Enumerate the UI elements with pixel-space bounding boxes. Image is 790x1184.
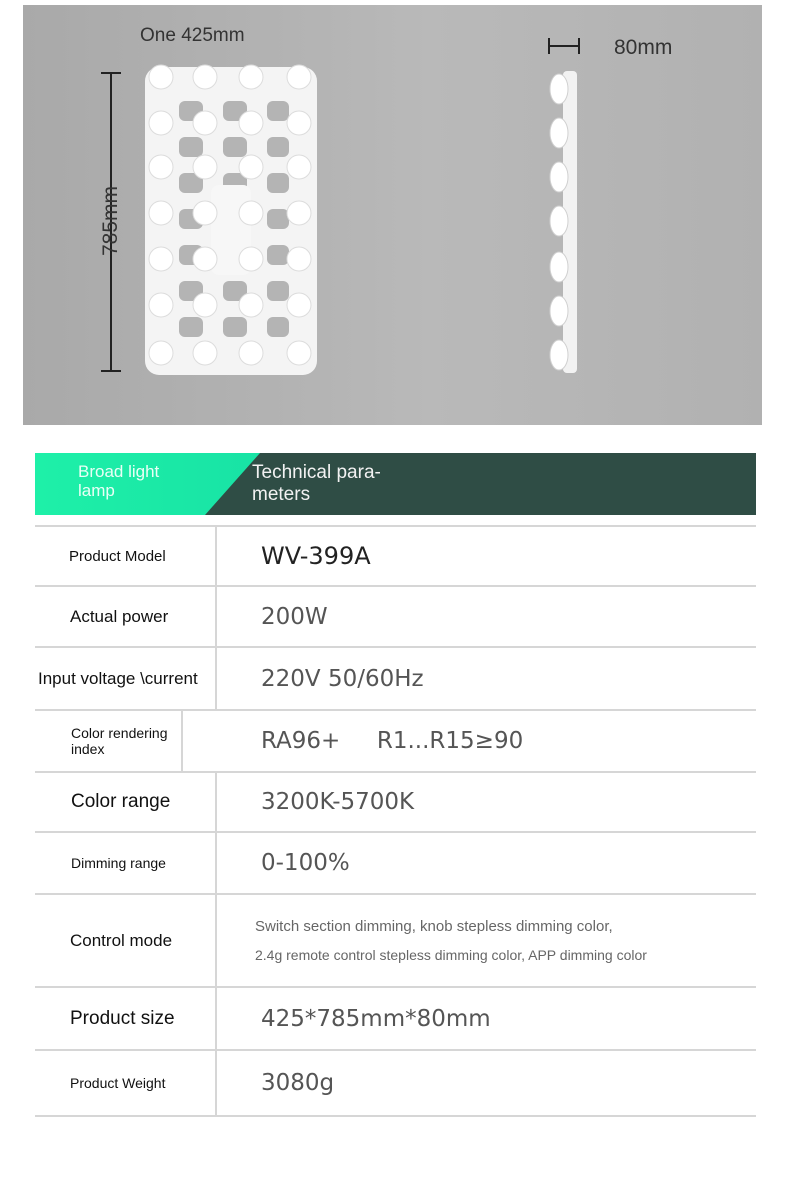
spec-label: Product Weight <box>35 1051 217 1115</box>
led-bulb <box>193 247 217 271</box>
led-bulb <box>287 247 311 271</box>
table-row <box>35 893 756 986</box>
specs-table <box>35 525 756 1117</box>
side-led-bulb <box>550 252 568 282</box>
panel-hole <box>267 173 289 193</box>
led-bulb <box>193 65 217 89</box>
led-bulb <box>239 65 263 89</box>
spec-label: Color range <box>35 773 217 831</box>
spec-value: 425*785mm*80mm <box>261 1005 491 1032</box>
spec-value: 0-100% <box>261 850 350 876</box>
lamp-front-panel <box>145 65 317 375</box>
led-bulb <box>149 65 173 89</box>
spec-value: 200W <box>261 603 328 630</box>
led-bulb <box>193 201 217 225</box>
parameters-banner <box>35 453 756 515</box>
spec-value: 3080g <box>261 1070 335 1096</box>
side-led-bulb <box>550 340 568 370</box>
spec-value: 3200K-5700K <box>261 789 415 815</box>
table-row <box>35 525 756 585</box>
led-bulb <box>287 293 311 317</box>
led-bulb <box>193 341 217 365</box>
side-led-bulb <box>550 162 568 192</box>
product-photo <box>23 5 762 425</box>
panel-hole <box>267 137 289 157</box>
led-bulb <box>149 111 173 135</box>
lamp-side-view <box>550 71 577 373</box>
banner-left-text: Broad light lamp <box>78 462 160 500</box>
panel-hole <box>267 209 289 229</box>
spec-label: Product Model <box>35 527 217 585</box>
depth-dimension-label: 80mm <box>614 36 673 59</box>
panel-hole <box>267 317 289 337</box>
table-row <box>35 831 756 893</box>
led-bulb <box>239 341 263 365</box>
led-bulb <box>193 155 217 179</box>
led-bulb <box>149 247 173 271</box>
spec-label: Input voltage \current <box>35 648 217 709</box>
table-row <box>35 1049 756 1117</box>
table-row <box>35 771 756 831</box>
panel-hole <box>267 245 289 265</box>
led-bulb <box>193 293 217 317</box>
spec-label: Product size <box>35 988 217 1049</box>
banner-title: Technical para- meters <box>252 462 381 505</box>
led-bulb <box>239 247 263 271</box>
width-dimension-label: One 425mm <box>140 25 245 46</box>
spec-value: 220V 50/60Hz <box>261 665 424 692</box>
side-led-bulb <box>550 74 568 104</box>
spec-label: Dimming range <box>35 833 217 893</box>
led-bulb <box>287 155 311 179</box>
panel-hole <box>179 137 203 157</box>
led-bulb <box>149 201 173 225</box>
led-bulb <box>149 293 173 317</box>
table-row <box>35 646 756 709</box>
spec-label: Control mode <box>35 895 217 986</box>
led-bulb <box>239 201 263 225</box>
control-mode-line-2: 2.4g remote control stepless dimming color, APP dimming color <box>255 947 647 963</box>
spec-value: RA96+ R1...R15≥90 <box>261 728 524 754</box>
control-mode-line-1: Switch section dimming, knob stepless dimming color, <box>255 918 613 935</box>
height-dimension-label: 785mm <box>99 185 122 257</box>
panel-hole <box>223 317 247 337</box>
spec-label: Color rendering index <box>35 711 183 771</box>
led-bulb <box>149 155 173 179</box>
led-bulb <box>287 65 311 89</box>
panel-hole <box>267 281 289 301</box>
led-bulb <box>149 341 173 365</box>
led-bulb <box>239 293 263 317</box>
spec-value: WV-399A <box>261 542 371 570</box>
led-bulb <box>287 201 311 225</box>
table-row <box>35 986 756 1049</box>
table-row <box>35 709 756 771</box>
side-led-bulb <box>550 118 568 148</box>
led-bulb <box>287 341 311 365</box>
panel-hole <box>179 317 203 337</box>
panel-hole <box>267 101 289 121</box>
spec-value <box>255 895 756 986</box>
panel-hole <box>223 137 247 157</box>
side-led-bulb <box>550 296 568 326</box>
table-row <box>35 585 756 646</box>
spec-label: Actual power <box>35 587 217 646</box>
led-bulb <box>239 155 263 179</box>
lamp-illustration <box>23 5 762 425</box>
led-bulb <box>287 111 311 135</box>
side-led-bulb <box>550 206 568 236</box>
led-bulb <box>239 111 263 135</box>
led-bulb <box>193 111 217 135</box>
